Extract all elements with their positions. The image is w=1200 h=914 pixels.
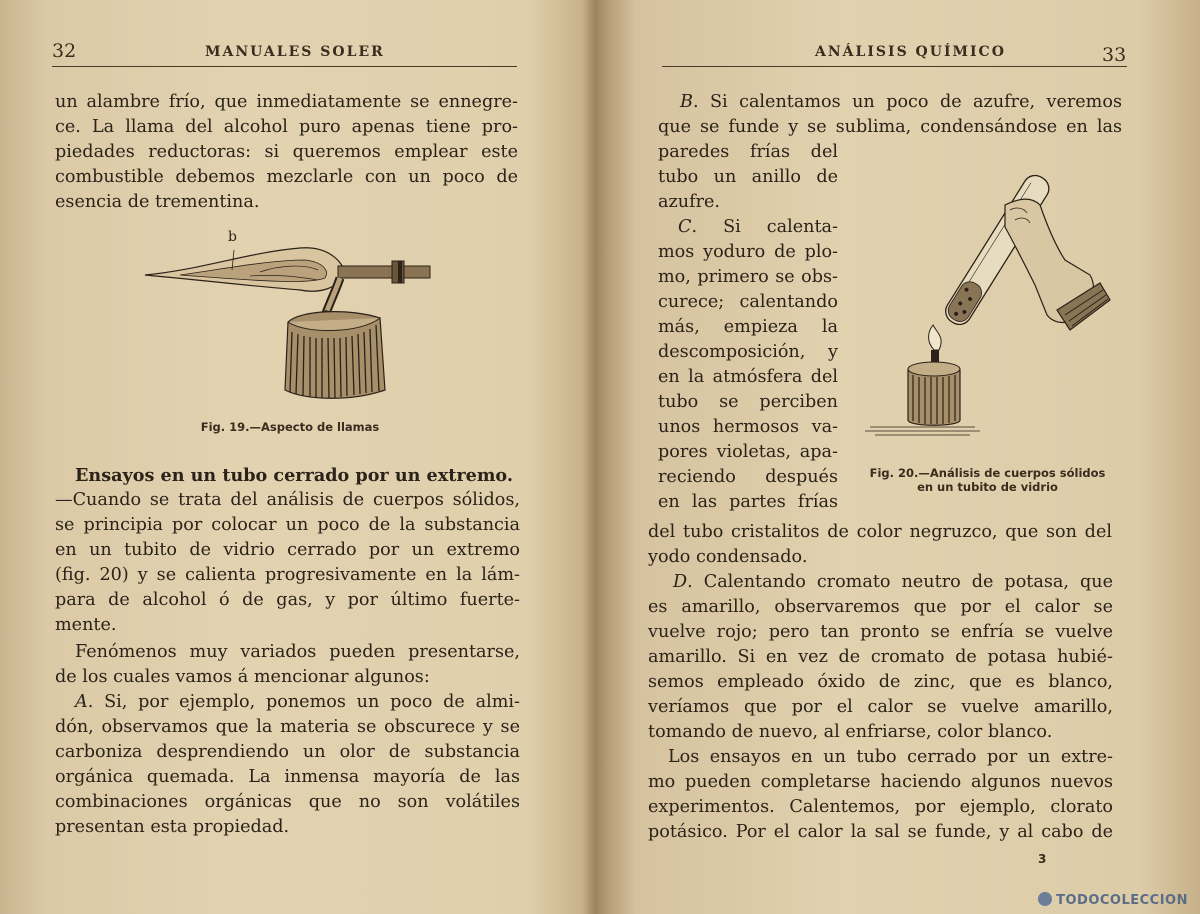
text-line: combustible debemos mezclarle con un poco de xyxy=(55,167,518,187)
flame-illustration xyxy=(140,230,440,405)
running-head: MANUALES SOLER xyxy=(205,44,385,60)
text-line: orgánica quemada. La inmensa mayoría de las xyxy=(55,767,520,787)
text-line: —Cuando se trata del análisis de cuerpos sólidos, xyxy=(55,490,520,510)
text-line: amarillo. Si en vez de cromato de potasa hubié- xyxy=(648,647,1113,667)
text-line: tubo un anillo de xyxy=(658,167,838,187)
text-line: presentan esta propiedad. xyxy=(55,817,290,837)
text-line: se principia por colocar un poco de la substancia xyxy=(55,515,520,535)
text-line: tubo se perciben xyxy=(658,392,838,412)
text-line: descomposición, y xyxy=(658,342,838,362)
text-line: semos empleado óxido de zinc, que es blanco, xyxy=(648,672,1113,692)
text-fragment: . Si, por ejemplo, ponemos un poco de almi- xyxy=(87,692,520,712)
figure-label: b xyxy=(228,229,237,245)
text-line: de los cuales vamos á mencionar algunos: xyxy=(55,667,430,687)
section-heading: Ensayos en un tubo cerrado por un extremo. xyxy=(75,465,513,486)
text-line: ce. La llama del alcohol puro apenas tiene pro- xyxy=(55,117,518,137)
text-line: experimentos. Calentemos, por ejemplo, clorato xyxy=(648,797,1113,817)
figure-caption: Fig. 19.—Aspecto de llamas xyxy=(200,420,380,434)
text-line: Los ensayos en un tubo cerrado por un extre- xyxy=(668,747,1113,767)
text-line: un alambre frío, que inmediatamente se ennegre- xyxy=(55,92,518,112)
text-line: en la atmósfera del xyxy=(658,367,838,387)
paragraph-letter: B xyxy=(680,92,693,112)
text-line: paredes frías del xyxy=(658,142,838,162)
text-line: carboniza desprendiendo un olor de substancia xyxy=(55,742,520,762)
text-line: reciendo después xyxy=(658,467,838,487)
watermark-text: TODOCOLECCION xyxy=(1056,893,1188,908)
figure-caption-line: en un tubito de vidrio xyxy=(917,480,1058,494)
paragraph-letter: D xyxy=(673,572,688,592)
page-number: 33 xyxy=(1102,44,1127,66)
text-line: potásico. Por el calor la sal se funde, y al cabo de xyxy=(648,822,1113,842)
paragraph-letter: C xyxy=(678,217,692,237)
left-page xyxy=(0,0,585,914)
text-fragment: . Calentando cromato neutro de potasa, que xyxy=(687,572,1113,592)
header-rule xyxy=(662,66,1127,67)
figure-caption xyxy=(855,466,1120,494)
text-line: en un tubito de vidrio cerrado por un extremo xyxy=(55,540,520,560)
watermark xyxy=(1038,892,1188,908)
text-line: mo pueden completarse haciendo algunos nuevos xyxy=(648,772,1113,792)
text-line: para de alcohol ó de gas, y por último fuerte- xyxy=(55,590,520,610)
text-line xyxy=(680,90,1122,115)
text-line: en las partes frías xyxy=(658,492,838,512)
text-line: vuelve rojo; pero tan pronto se enfría se vuelve xyxy=(648,622,1113,642)
text-line: tomando de nuevo, al enfriarse, color blanco. xyxy=(648,722,1053,742)
paragraph-letter: A xyxy=(75,692,88,712)
text-line: veríamos que por el calor se vuelve amarillo, xyxy=(648,697,1113,717)
text-line: combinaciones orgánicas que no son volátiles xyxy=(55,792,520,812)
text-line: es amarillo, observaremos que por el calor se xyxy=(648,597,1113,617)
text-line: Fenómenos muy variados pueden presentarse, xyxy=(75,642,520,662)
text-line: (fig. 20) y se calienta progresivamente en la lám- xyxy=(55,565,520,585)
watermark-logo-icon xyxy=(1038,892,1052,906)
text-line: yodo condensado. xyxy=(648,547,808,567)
text-line: del tubo cristalitos de color negruzco, que son del xyxy=(648,522,1112,542)
text-line xyxy=(75,690,520,715)
text-line xyxy=(673,570,1113,595)
text-line: mente. xyxy=(55,615,117,635)
text-line: dón, observamos que la materia se obscurece y se xyxy=(55,717,520,737)
running-head: ANÁLISIS QUÍMICO xyxy=(815,44,1006,60)
text-line: azufre. xyxy=(658,192,721,212)
right-page xyxy=(605,0,1200,914)
text-line: más, empieza la xyxy=(658,317,838,337)
text-line: unos hermosos va- xyxy=(658,417,838,437)
text-fragment: . Si calentamos un poco de azufre, veremos xyxy=(692,92,1122,112)
text-line: mos yoduro de plo- xyxy=(658,242,838,262)
test-tube-illustration xyxy=(865,165,1115,450)
header-rule xyxy=(52,66,517,67)
page-number: 32 xyxy=(52,40,77,62)
text-line: mo, primero se obs- xyxy=(658,267,838,287)
text-line: piedades reductoras: si queremos emplear este xyxy=(55,142,518,162)
figure-caption-line: Fig. 20.—Análisis de cuerpos sólidos xyxy=(869,466,1106,480)
text-line: que se funde y se sublima, condensándose en las xyxy=(658,117,1122,137)
text-line xyxy=(678,215,838,240)
signature-mark: 3 xyxy=(1038,852,1047,866)
text-fragment: . Si calenta- xyxy=(691,217,838,237)
text-line: curece; calentando xyxy=(658,292,838,312)
text-line: pores violetas, apa- xyxy=(658,442,838,462)
text-line: esencia de trementina. xyxy=(55,192,260,212)
